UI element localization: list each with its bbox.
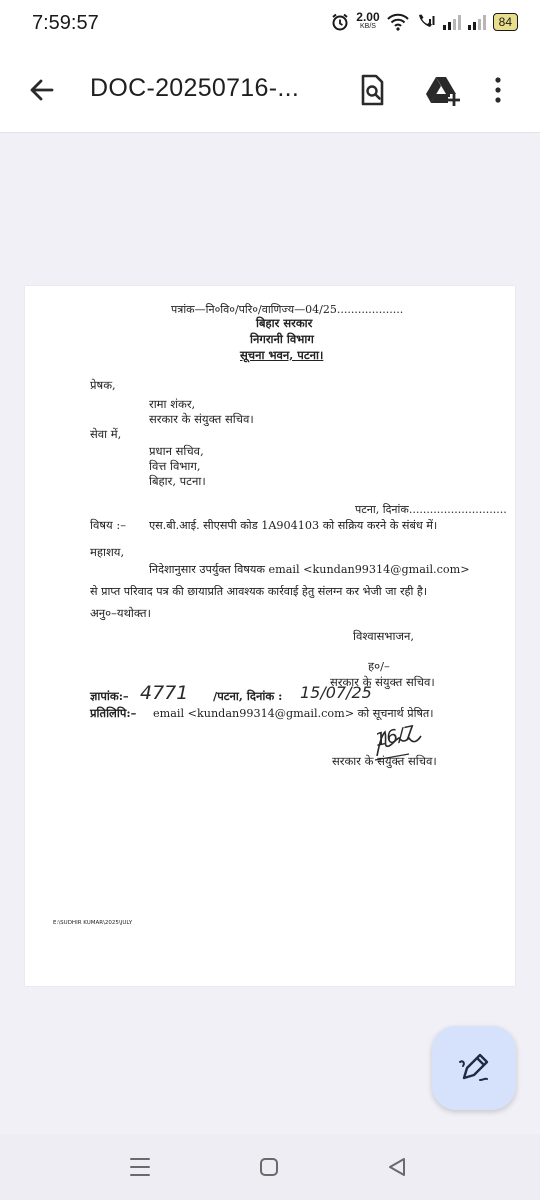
file-path-footer: E:\SUDHIR KUMAR\2025\JULY (53, 920, 133, 926)
signed-mark: ह०/– (368, 659, 390, 673)
wifi-icon (387, 13, 409, 31)
reference-number: पत्रांक—नि०वि०/परि०/वाणिज्य—04/25................... (171, 303, 404, 316)
final-post: सरकार के संयुक्त सचिव। (332, 754, 437, 768)
recent-apps-icon[interactable] (128, 1156, 152, 1178)
memo-date-handwritten: 15/07/25 (300, 683, 372, 702)
net-speed-unit: KB/S (359, 23, 376, 30)
signed-post: सरकार के संयुक्त सचिव। (330, 675, 435, 689)
body-line-3: अनु०–यथोक्त। (90, 606, 151, 620)
letterhead-government: बिहार सरकार (256, 316, 313, 330)
system-nav-bar (0, 1134, 540, 1200)
status-icons (331, 12, 518, 32)
call-icon (416, 13, 436, 31)
pen-edit-icon (456, 1050, 492, 1086)
sender-post: सरकार के संयुक्त सचिव। (149, 412, 254, 426)
sender-label: प्रेषक, (90, 378, 116, 392)
net-speed-value: 2.00 (356, 10, 380, 24)
memo-number-handwritten: 4771 (140, 682, 189, 704)
status-time: 7:59:57 (32, 12, 99, 34)
copy-text: email <kundan99314@gmail.com> को सूचनार्थ प्रेषित। (153, 707, 434, 720)
subject-label: विषय :– (90, 518, 126, 532)
closing: विश्वासभाजन, (353, 629, 415, 643)
status-bar (0, 0, 540, 48)
date-line: पटना, दिनांक............................ (355, 503, 507, 516)
add-to-drive-icon[interactable] (424, 72, 464, 108)
recipient-label: सेवा में, (90, 427, 122, 441)
memo-label: ज्ञापांक:– (90, 689, 129, 703)
body-line-1: निदेशानुसार उपर्युक्त विषयक email <kundan99314@gmail.com> (149, 563, 470, 576)
back-arrow-icon[interactable] (24, 72, 60, 108)
subject-text: एस.बी.आई. सीएसपी कोड 1A904103 को सक्रिय करने के संबंध में। (149, 519, 438, 532)
letterhead-office: सूचना भवन, पटना। (240, 348, 324, 362)
recipient-line-2: वित्त विभाग, (149, 459, 201, 473)
letterhead-department: निगरानी विभाग (250, 332, 314, 346)
copy-label: प्रतिलिपि:– (90, 706, 137, 720)
signal-2-icon (468, 14, 486, 30)
signal-1-icon (443, 14, 461, 30)
home-icon[interactable] (258, 1156, 280, 1178)
body-line-2: से प्राप्त परिवाद पत्र की छायाप्रति आवश्यक कार्रवाई हेतु संलग्न कर भेजी जा रही है। (90, 585, 428, 598)
edit-fab-button[interactable] (432, 1026, 516, 1110)
net-speed (356, 12, 379, 32)
signature-handwritten: 16/7 (373, 722, 418, 751)
document-title: DOC-20250716-... (90, 74, 300, 102)
alarm-icon (331, 13, 349, 31)
app-toolbar (0, 48, 540, 132)
back-nav-icon[interactable] (386, 1156, 408, 1178)
recipient-line-3: बिहार, पटना। (149, 474, 206, 488)
sender-name: रामा शंकर, (149, 397, 196, 411)
salutation: महाशय, (90, 545, 125, 559)
battery-indicator: 84 (493, 13, 518, 31)
recipient-line-1: प्रधान सचिव, (149, 444, 204, 458)
memo-place-date: /पटना, दिनांक : (213, 689, 283, 703)
document-page[interactable] (25, 286, 515, 986)
search-document-icon[interactable] (354, 72, 390, 108)
more-options-icon[interactable] (490, 72, 506, 108)
